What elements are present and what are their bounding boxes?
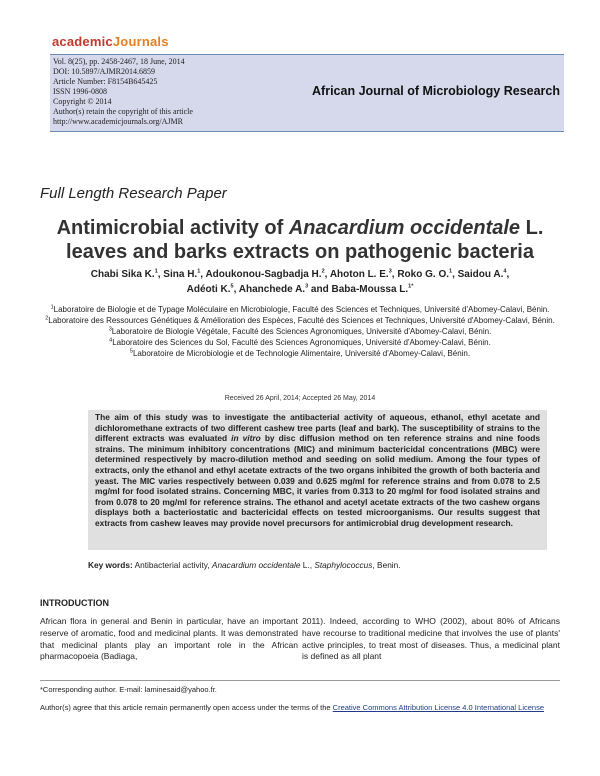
article-metadata: [53, 57, 273, 127]
author: Adéoti K.$^5$: [186, 283, 234, 295]
license-note: Author(s) agree that this article remain permanently open access under the terms of the Creative Commons Attribution License 4.0 International License: [40, 703, 545, 712]
affiliation: $^2$Laboratoire des Ressources Génétiques & Amélioration des Espèces, Faculté des Sciences et Techniques, Université d'Abomey-Calavi, Bénin.: [45, 315, 555, 326]
logo-journals: Journals: [112, 34, 169, 49]
title-species: Anacardium occidentale: [288, 217, 521, 239]
author: Chabi Sika K.$^1$: [90, 268, 158, 280]
affiliations: [30, 305, 570, 360]
affiliation: $^4$Laboratoire des Sciences du Sol, Faculté des Sciences Agronomiques, Université d'Abomey-Calavi, Bénin.: [109, 337, 491, 348]
journal-name: African Journal of Microbiology Research: [312, 84, 560, 98]
footnote: [40, 680, 560, 713]
body-column-left: African flora in general and Benin in particular, have an important reserve of aromatic, food and medicinal plants. It was demonstrated that medicinal plants play an important role in the African pharmacopoeia (Badiaga,: [40, 616, 298, 662]
meta-issn: ISSN 1996-0808: [53, 87, 108, 96]
abstract-in-vitro: in vitro: [231, 433, 261, 444]
meta-doi[interactable]: DOI: 10.5897/AJMR2014.6859: [53, 67, 156, 76]
title-part-2: L. leaves and barks extracts on pathogenic bacteria: [66, 217, 544, 263]
body-column-right: 2011). Indeed, according to WHO (2002), about 80% of Africans have recourse to traditional medicine that involves the use of plants' active principles, to treat most of diseases. Thus, a medicinal plant is defined as all plant: [302, 616, 560, 662]
affiliation: $^3$Laboratoire de Biologie Végétale, Faculté des Sciences Agronomiques, Université d'Abomey-Calavi, Bénin.: [108, 326, 492, 337]
license-link[interactable]: Creative Commons Attribution License 4.0 International License: [332, 703, 545, 712]
section-heading-introduction: INTRODUCTION: [40, 598, 109, 608]
author: Roko G. O.$^1$: [397, 268, 453, 280]
meta-volume: Vol. 8(25), pp. 2458-2467, 18 June, 2014: [53, 57, 185, 66]
title-part-1: Antimicrobial activity of: [56, 217, 289, 239]
publisher-logo: [52, 34, 169, 49]
author: Sina H.$^1$: [163, 268, 201, 280]
author: Baba-Moussa L.$^{1*}$: [331, 283, 414, 295]
paper-title: [40, 216, 560, 264]
author: Ahanchede A.$^3$: [238, 283, 309, 295]
author-list: Chabi Sika K.$^1$, Sina H.$^1$, Adoukonou-Sagbadja H.$^2$, Ahoton L. E.$^3$, Roko G. O.$^1$, Saidou A.$^4$, Adéoti K.$^5$, Ahanchede A.$^3$ and Baba-Moussa L.$^{1*}$: [90, 268, 510, 295]
logo-academic: academic: [52, 34, 113, 49]
meta-url[interactable]: http://www.academicjournals.org/AJMR: [53, 117, 183, 126]
author: Adoukonou-Sagbadja H.$^2$: [205, 268, 325, 280]
paper-type: Full Length Research Paper: [40, 185, 227, 202]
author-joiner: and: [310, 284, 329, 295]
received-accepted-dates: Received 26 April, 2014; Accepted 26 May, 2014: [224, 395, 376, 402]
author: Ahoton L. E.$^3$: [329, 268, 392, 280]
meta-article-number: Article Number: F8154B645425: [53, 77, 158, 86]
corresponding-author: *Corresponding author. E-mail: laminesaid@yahoo.fr.: [40, 685, 217, 694]
affiliation: $^5$Laboratoire de Microbiologie et de Technologie Alimentaire, Université d'Abomey-Calavi, Bénin.: [129, 348, 471, 359]
meta-copyright: Copyright © 2014: [53, 97, 112, 106]
keywords-label: Key words:: [88, 560, 133, 570]
keywords: Key words: Antibacterial activity, Anacardium occidentale L., Staphylococcus, Benin.: [88, 560, 401, 570]
affiliation: $^1$Laboratoire de Biologie et de Typage Moléculaire en Microbiologie, Faculté des Sciences et Techniques, Université d'Abomey-Calavi, Bénin.: [50, 304, 550, 314]
meta-retain: Author(s) retain the copyright of this article: [53, 107, 193, 116]
abstract: The aim of this study was to investigate the antibacterial activity of aqueous, ethanol, ethyl acetate and dichloromethane extracts of two different cashew tree parts (leaf and bark). The susceptibility of strains to the different extracts was evaluated in vitro by disc diffusion method on ten reference strains and nine foods strains. The minimum inhibitory concentrations (MIC) and minimum bactericidal concentrations (MBC) were determined respectively by macro-dilution method and seeding on solid medium. Among the four types of extracts, only the ethanol and ethyl acetate extracts of the two organs inhibited the growth of both bacteria and yeast. The MIC varies respectively between 0.039 and 0.625 mg/ml for reference strains and from 0.078 to 2.5 mg/ml for food isolated strains. Concerning MBC, it varies from 0.313 to 20 mg/ml for food isolated strains and from 0.078 to 20 mg/ml for reference strains. The ethanol and acetyl acetate extracts of the two cashew organs displays both a bacteriostatic and bactericidal effects on tested microorganisms. Our results suggest that extracts from cashew leaves may provide novel precursors for antimicrobial drug development research.: [88, 410, 547, 550]
author: Saidou A.$^4$: [457, 268, 507, 280]
